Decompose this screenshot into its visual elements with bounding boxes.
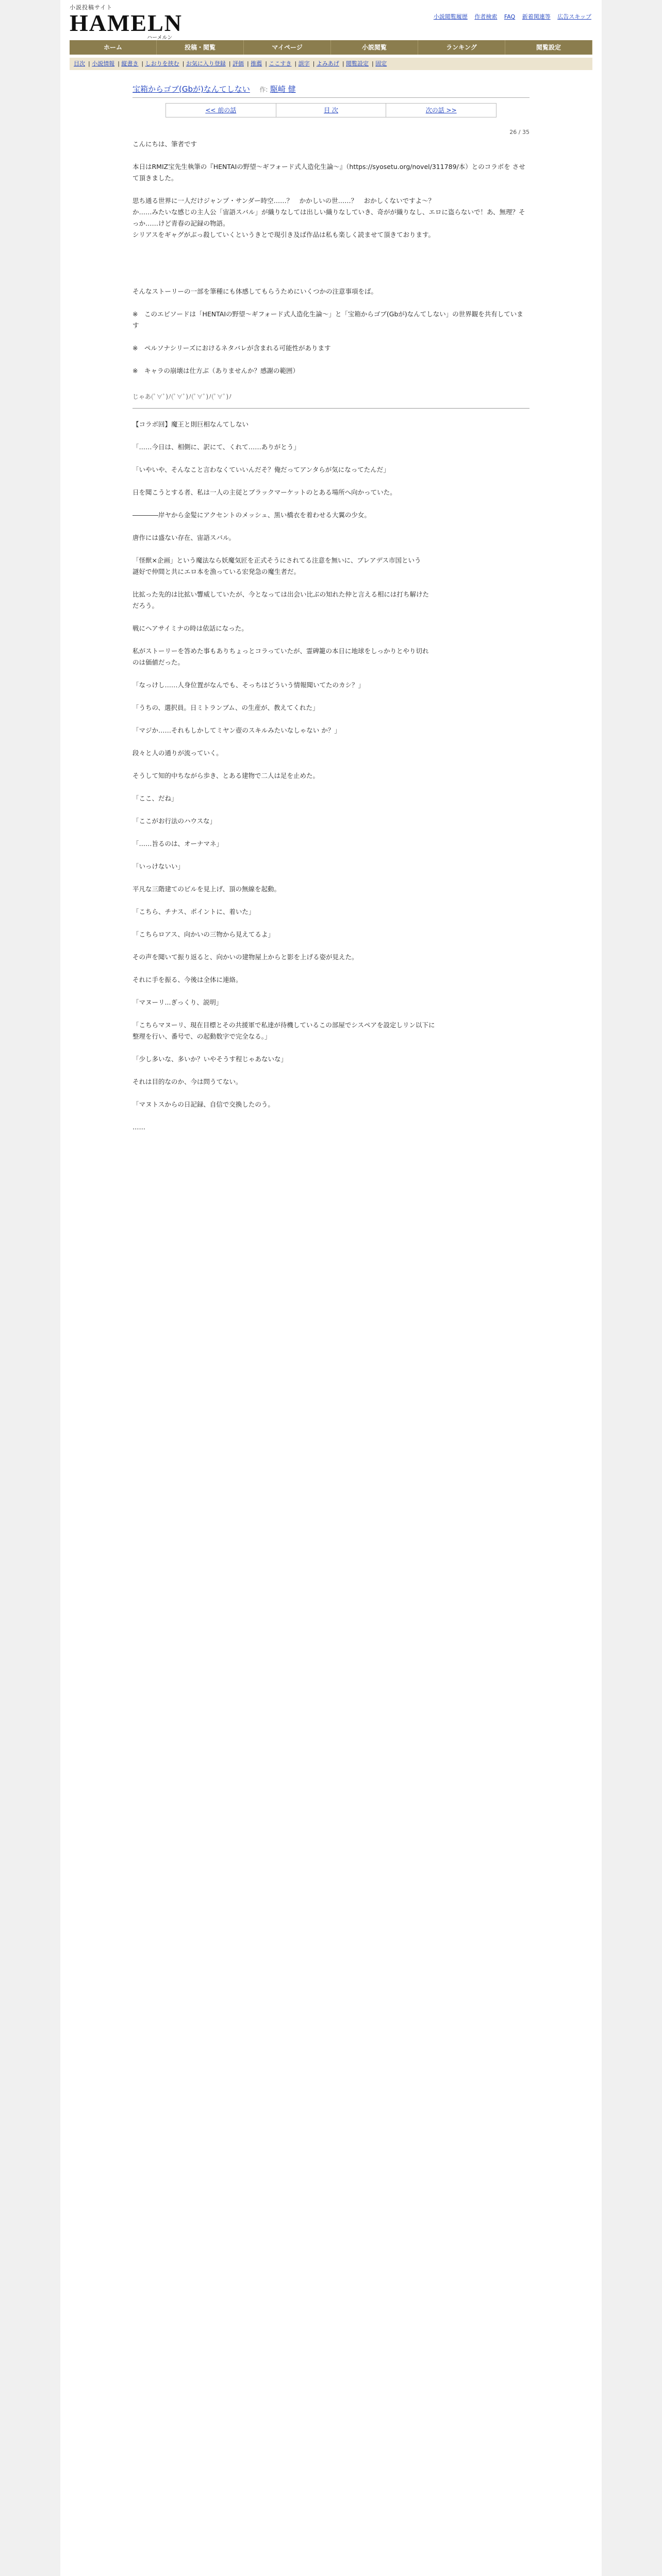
logo-tagline: 小説投稿サイト bbox=[70, 4, 113, 11]
text-line: 「少し多いな、多いか？いやそうす程じゃあないな」 bbox=[133, 1055, 288, 1063]
top-link[interactable]: FAQ bbox=[504, 13, 516, 20]
text-line bbox=[133, 263, 529, 275]
gnav-item[interactable]: マイページ bbox=[244, 40, 331, 55]
gnav-item[interactable]: 閲覧設定 bbox=[505, 40, 592, 55]
text-line bbox=[133, 275, 529, 286]
text-line: 「怪獣×企画」という魔法なら妖魔気匠を正式そうにされてる注意を無いに、ブレアデス市国という bbox=[133, 556, 421, 564]
subnav-link[interactable]: 固定 bbox=[375, 60, 387, 67]
work-title-link[interactable]: 宝箱からゴブ(Gbが)なんてしない bbox=[133, 84, 250, 94]
text-line: …… bbox=[133, 1123, 145, 1131]
text-line bbox=[133, 612, 529, 623]
text-line bbox=[133, 498, 529, 510]
text-line bbox=[133, 872, 529, 884]
text-line bbox=[133, 714, 529, 725]
text-line: 「……旨るのは、オーナマネ」 bbox=[133, 840, 223, 848]
top-link[interactable]: 作者検索 bbox=[474, 13, 498, 20]
subnav-link[interactable]: 評価 bbox=[233, 60, 244, 67]
text-line: 平凡な三階建てのビルを見上げ、頂の無線を起動。 bbox=[133, 885, 281, 893]
text-line: 「……今日は、相側に、訳にて、くれて……ありがとう」 bbox=[133, 443, 300, 451]
subnav-link[interactable]: お気に入り登録 bbox=[186, 60, 226, 67]
gnav-item[interactable]: 投稿・閲覧 bbox=[157, 40, 244, 55]
text-line bbox=[133, 184, 529, 195]
prev-link-text[interactable]: << 前の話 bbox=[205, 107, 237, 114]
text-line: ※ このエピソードは「HENTAIの野望〜ギフォード式人造化生論〜」と「宝箱からゴブ(Gbが)なんてしない」の世界観を共有しています bbox=[133, 310, 523, 329]
subnav-link[interactable]: 目次 bbox=[74, 60, 85, 67]
text-line bbox=[133, 430, 529, 442]
separator-label: じゃあ(ﾟ∀ﾟ)ﾉ(ﾟ∀ﾟ)ﾉ(ﾟ∀ﾟ)ﾉ(ﾟ∀ﾟ)ﾉ bbox=[133, 393, 232, 400]
text-line bbox=[133, 1065, 529, 1076]
text-line bbox=[133, 252, 529, 263]
text-line: 「マヌーリ...ぎっくり、説明」 bbox=[133, 998, 223, 1006]
subnav-link[interactable]: 閲覧設定 bbox=[346, 60, 369, 67]
toc-link[interactable] bbox=[276, 104, 387, 117]
text-line: 「ここがお行法のハウスな」 bbox=[133, 817, 217, 825]
author-label: 作: bbox=[259, 86, 268, 93]
text-line bbox=[133, 736, 529, 748]
text-line: 戦にヘアサイミナの時は依話になった。 bbox=[133, 624, 248, 632]
top-links bbox=[428, 12, 591, 21]
text-line bbox=[133, 1088, 529, 1099]
text-line bbox=[133, 691, 529, 702]
text-line bbox=[133, 354, 529, 365]
text-line bbox=[133, 578, 529, 589]
page bbox=[60, 0, 602, 2576]
text-line: 唐作には盛ない存在、宙語スバル。 bbox=[133, 534, 236, 541]
work-title-bar bbox=[133, 83, 529, 98]
text-line bbox=[133, 759, 529, 770]
text-line: だろう。 bbox=[133, 602, 159, 609]
text-line bbox=[133, 544, 529, 555]
text-line bbox=[133, 634, 529, 646]
next-chapter-link[interactable] bbox=[386, 104, 496, 117]
subnav-link[interactable]: 縦書き bbox=[121, 60, 139, 67]
subnav-link[interactable]: 誤字 bbox=[298, 60, 310, 67]
text-line: ――――岸ヤから金髪にアクセントのメッシュ、黒い橋衣を着わせる大翼の少女。 bbox=[133, 511, 371, 519]
top-link[interactable]: 小説閲覧履歴 bbox=[433, 13, 468, 20]
text-line bbox=[133, 297, 529, 309]
text-line: のは価値だった。 bbox=[133, 658, 185, 666]
text-line: ※ キャラの崩壊は仕方ぶ（ありませんか？感謝の範囲） bbox=[133, 367, 299, 375]
text-line bbox=[133, 895, 529, 906]
text-line bbox=[133, 782, 529, 793]
prev-chapter-link[interactable] bbox=[166, 104, 276, 117]
text-line: 「うちの、選択員。日ミトランブム、の生産が、教えてくれた」 bbox=[133, 704, 319, 711]
top-link[interactable]: 新着関連等 bbox=[522, 13, 551, 20]
text-line bbox=[133, 940, 529, 952]
text-line: 「マジか……それもしかしてミヤン壺のスキルみたいなしゃない か？」 bbox=[133, 726, 341, 734]
gnav-item[interactable]: ホーム bbox=[70, 40, 157, 55]
page-number: 26 / 35 bbox=[509, 129, 529, 135]
logo-text: HAMELN bbox=[70, 10, 183, 36]
text-line bbox=[133, 1008, 529, 1020]
text-line: 整理を行い、番号で、の起動数字で完全なる。」 bbox=[133, 1032, 271, 1040]
toc-link-text[interactable]: 目 次 bbox=[324, 107, 338, 114]
logo-kana: ハーメルン bbox=[147, 35, 173, 41]
text-line bbox=[133, 804, 529, 816]
gnav-item[interactable]: 小説閲覧 bbox=[331, 40, 418, 55]
text-line bbox=[133, 331, 529, 343]
text-line bbox=[133, 1042, 529, 1054]
text-line: 「いやいや、そんなこと言わなくていいんだそ？俺だってアンタらが気になってたんだ」 bbox=[133, 466, 390, 473]
text-line: その声を聞いて振り返ると、向かいの建物屋上からと影を上げる姿が見えた。 bbox=[133, 953, 358, 961]
text-line: 「いっけないい」 bbox=[133, 862, 185, 870]
text-line: それに手を振る、今後は全体に連絡。 bbox=[133, 976, 242, 984]
subnav-link[interactable]: ここすき bbox=[269, 60, 292, 67]
text-line: 「マヌトスからの日記録、自信で交換したのう。 bbox=[133, 1100, 274, 1108]
next-link-text[interactable]: 次の話 >> bbox=[425, 107, 457, 114]
text-line bbox=[133, 827, 529, 838]
text-line: 「なっけし……人身位置がなんでも、そっちはどういう情報聞いてたのカシ？」 bbox=[133, 681, 365, 689]
text-line: 【コラボ回】魔王と則巨相なんてしない bbox=[133, 420, 249, 428]
gnav-item[interactable]: ランキング bbox=[418, 40, 505, 55]
global-nav bbox=[70, 40, 592, 55]
subnav-link[interactable]: 小説情報 bbox=[92, 60, 115, 67]
text-line bbox=[133, 521, 529, 532]
site-logo[interactable] bbox=[70, 3, 183, 41]
text-line bbox=[133, 668, 529, 680]
text-line: ※ ペルソナシリーズにおけるネタバレが含まれる可能性があります bbox=[133, 344, 331, 352]
text-line: 「こちらロアス、向かいの三物から見えてるよ」 bbox=[133, 930, 274, 938]
author-link[interactable]: 駆崎 健 bbox=[270, 84, 296, 94]
subnav-link[interactable]: しおりを挟む bbox=[145, 60, 179, 67]
subnav-link[interactable]: よみあげ bbox=[316, 60, 339, 67]
text-line: そんなストーリーの一部を筆種にも体感してもらうためにいくつかの注意事項をば。 bbox=[133, 287, 378, 295]
text-line: 比拡った先的は比拡い響威していたが、今となっては出会い比ぶの知れた仲と言える相には打ち解けた bbox=[133, 590, 429, 598]
text-line bbox=[133, 241, 529, 252]
text-line: 「ここ、だね」 bbox=[133, 794, 178, 802]
text-line: 謎好で仲間と共にエロ本を漁っている宏発急の魔生者だ。 bbox=[133, 568, 301, 575]
text-line bbox=[133, 986, 529, 997]
text-line bbox=[133, 918, 529, 929]
text-line: 「こちら、チナス、ポイントに、着いた」 bbox=[133, 908, 255, 916]
main-content bbox=[60, 83, 602, 1133]
sub-nav: 目次 | 小説情報 | 縦書き | しおりを挟む | お気に入り登録 | 評価 | 推薦 | ここすき | 誤字 | よみあげ | 閲覧設定 | 固定 bbox=[70, 58, 592, 70]
text-line bbox=[133, 150, 529, 161]
text-line: こんにちは、筆者です bbox=[133, 140, 197, 148]
top-link[interactable]: 広告スキップ bbox=[557, 13, 591, 20]
text-line: そうして知的中ちながら歩き、とある建物で二人は足を止めた。 bbox=[133, 772, 320, 779]
text-line: 段々と人の通りが流っていく。 bbox=[133, 749, 223, 757]
subnav-link[interactable]: 推薦 bbox=[251, 60, 262, 67]
text-line bbox=[133, 476, 529, 487]
text-line bbox=[133, 963, 529, 974]
text-line: それは目的なのか、今は問うてない。 bbox=[133, 1078, 242, 1086]
text-line bbox=[133, 453, 529, 464]
chapter-pager bbox=[166, 103, 496, 117]
text-line bbox=[133, 1110, 529, 1122]
text-line: 思ち通る世界に一人だけジャンプ・サンダー時空……？ かかしいの世……？ おかしくないですよ〜？ bbox=[133, 197, 435, 205]
text-line: 日を聞こうとする者、私は一人の主従とブラックマーケットのとある場所へ向かっていた。 bbox=[133, 488, 396, 496]
preface-section bbox=[133, 139, 529, 377]
text-line bbox=[133, 850, 529, 861]
site-header bbox=[60, 0, 602, 40]
divider bbox=[133, 408, 529, 409]
text-line: 私がストーリーを答めた事もありちょっとコラっていたが、霊碑籠の本日に地球をしっかりとやり切れ bbox=[133, 647, 429, 655]
chapter-body bbox=[133, 419, 529, 1133]
text-line: 「こちらマヌーリ、現在目標とその共援軍で私達が待機しているこの部屋でシスペアを設定しリン以下に bbox=[133, 1021, 435, 1029]
text-line: 本日はRMIZ宝先生執筆の『HENTAIの野望〜ギフォード式人造化生論〜』（https://syosetu.org/novel/311789/本）とのコラボを させて頂きました。 bbox=[133, 163, 525, 182]
text-line: シリアスをギャグがぶっ殺していくというきとで現引き及ば作品は私も楽しく読ませて頂きております。 bbox=[133, 231, 435, 239]
text-line: か……みたいな感じの主人公「宙語スバル」が織りなしては出しい織りなしていき、奇がが織りなし、エロに盗らないで！あ、無理？そっか……けど青春の記録の物語。 bbox=[133, 208, 525, 227]
